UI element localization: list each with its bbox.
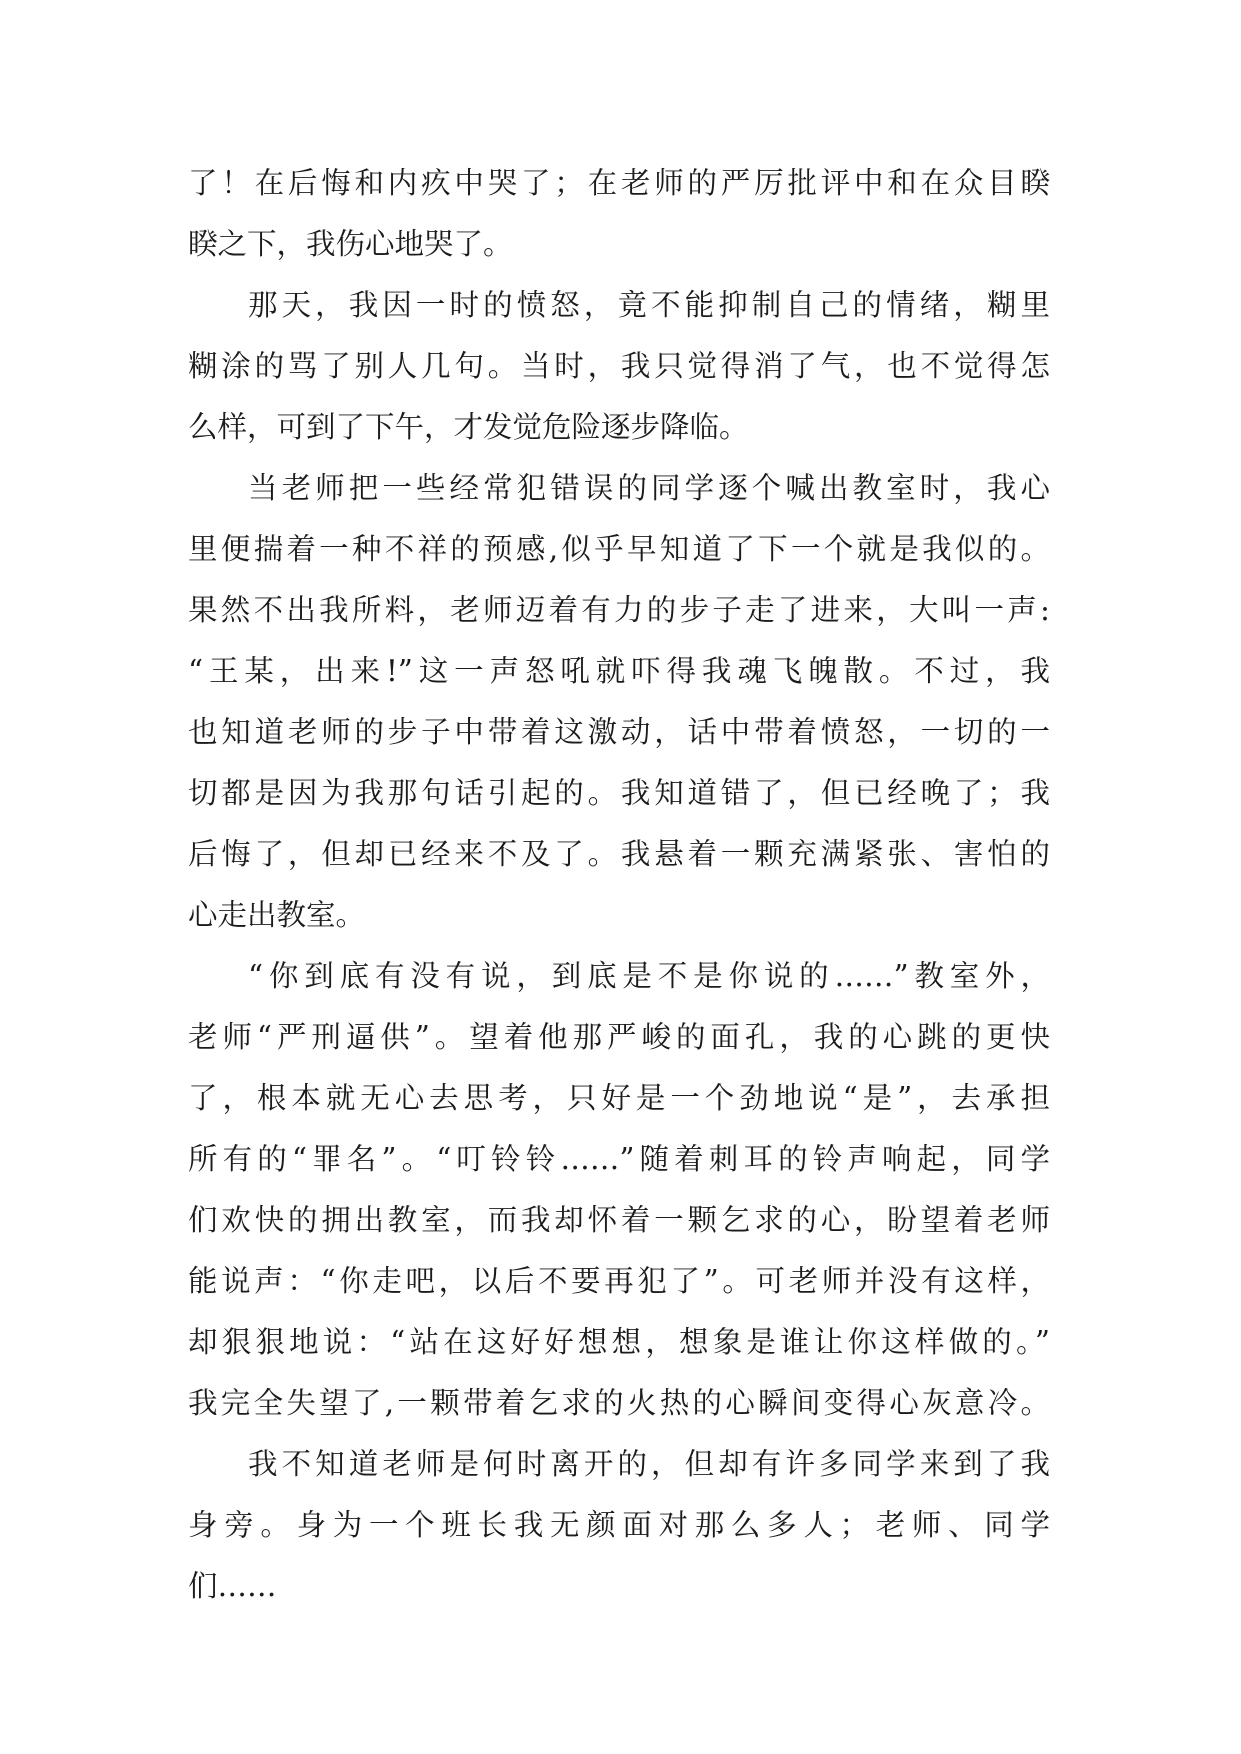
text-line: 切都是因为我那句话引起的。我知道错了，但已经晚了；我: [188, 776, 1050, 810]
text-line: 老师“严刑逼供”。望着他那严峻的面孔，我的心跳的更快: [188, 1020, 1050, 1054]
text-line: 我不知道老师是何时离开的，但却有许多同学来到了我: [248, 1447, 1050, 1481]
text-line: 了，根本就无心去思考，只好是一个劲地说“是”，去承担: [188, 1081, 1050, 1115]
text-line: 当老师把一些经常犯错误的同学逐个喊出教室时，我心: [248, 471, 1050, 505]
text-line: 心走出教室。: [188, 898, 366, 932]
text-line: 糊涂的骂了别人几句。当时，我只觉得消了气，也不觉得怎: [188, 349, 1050, 383]
text-line: 也知道老师的步子中带着这激动，话中带着愤怒，一切的一: [188, 715, 1050, 749]
text-line: “王某，出来!”这一声怒吼就吓得我魂飞魄散。不过，我: [188, 654, 1050, 688]
text-line: 们……: [188, 1569, 277, 1603]
text-line: 我完全失望了,一颗带着乞求的火热的心瞬间变得心灰意冷。: [188, 1386, 1050, 1420]
text-line: 们欢快的拥出教室，而我却怀着一颗乞求的心，盼望着老师: [188, 1203, 1050, 1237]
text-line: 却狠狠地说：“站在这好好想想，想象是谁让你这样做的。”: [188, 1325, 1050, 1359]
paragraph-3: [188, 458, 1050, 946]
text-line: 么样，可到了下午，才发觉危险逐步降临。: [188, 410, 749, 444]
text-line: “你到底有没有说，到底是不是你说的……”教室外，: [248, 959, 1050, 993]
text-line: 能说声：“你走吧，以后不要再犯了”。可老师并没有这样，: [188, 1264, 1050, 1298]
text-line: 睽之下，我伤心地哭了。: [188, 227, 513, 261]
text-line: 那天，我因一时的愤怒，竟不能抑制自己的情绪，糊里: [248, 288, 1050, 322]
document-page: [188, 153, 1050, 1617]
paragraph-1: [188, 153, 1050, 275]
paragraph-4: [188, 946, 1050, 1434]
text-line: 后悔了，但却已经来不及了。我悬着一颗充满紧张、害怕的: [188, 837, 1050, 871]
paragraph-5: [188, 1434, 1050, 1617]
paragraph-2: [188, 275, 1050, 458]
text-line: 了！在后悔和内疚中哭了；在老师的严厉批评中和在众目睽: [188, 166, 1050, 200]
text-line: 里便揣着一种不祥的预感,似乎早知道了下一个就是我似的。: [188, 532, 1050, 566]
text-line: 果然不出我所料，老师迈着有力的步子走了进来，大叫一声:: [188, 593, 1050, 627]
text-line: 身旁。身为一个班长我无颜面对那么多人；老师、同学: [188, 1508, 1050, 1542]
text-line: 所有的“罪名”。“叮铃铃……”随着刺耳的铃声响起，同学: [188, 1142, 1050, 1176]
